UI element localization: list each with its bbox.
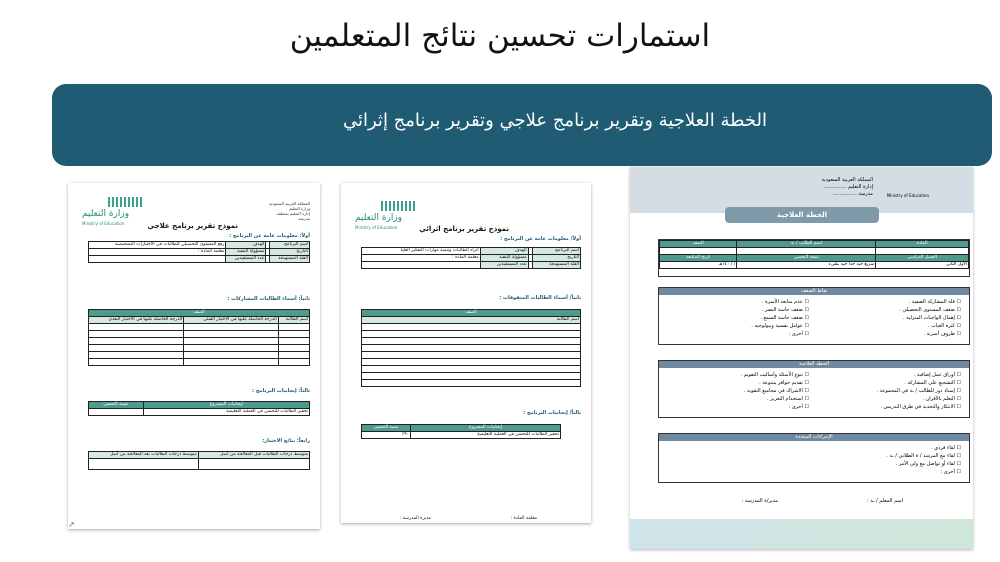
students-table: الصف اسم الطالبة الدرجة الحاصلة عليها في الاختبار القبلي الدرجة الحاصلة عليها في الاختبار البعدي [88,309,310,366]
plan-item[interactable]: ☐ استخدام التعزيز . [766,396,809,402]
plan-item[interactable]: ☐ الاشراك في مجاميع التقوية . [743,388,809,394]
teacher-signature-label: اسم المعلم / ـة : [867,498,903,504]
weakness-box: نقاط الضعف ☐ قلة المشاركة الصفية . ☐ ضعف المستوى التحصيلي . ☐ إهمال الواجبات المنزلية . ☐ كثرة الغياب . ☐ ظروف أسرية . ☐ عدم متابعة الأسرة . ☐ ضعف حاسة البصر . ☐ ضعف حاسة السمع . ☐ عوامل نفسية وبيولوجية . ☐ أخرى : [658,287,970,345]
section-general-info: أولاً: معلومات عامة عن البرنامج : [229,233,310,239]
positives-table: إيجابيات المشروع نسبة التحسن تحفيز الطالبات للتحسن في العملية التعليمية ٩٠٪ [361,424,561,439]
general-info-table: اسم البرنامج الهدف رفع المستوى التحصيلي للطالبات في الاختبارات التشخيصية التاريخ مسؤولة التنفيذ معلمة المادة : الفئة المستهدفة عدد المستفيدين [88,241,310,263]
weak-item[interactable]: ☐ ضعف حاسة السمع . [760,315,809,321]
weak-item[interactable]: ☐ ظروف أسرية . [923,331,961,337]
students-table: الصف اسم الطالبة [361,309,581,387]
footer-principal: مديرة المدرسة : [399,516,431,521]
resize-corner-icon[interactable]: ↗ [68,520,75,529]
procedures-box: الإجراءات المتخذة ☐ لقاء فردي . ☐ لقاء مع المرشد / ة الطلابي / ـة . ☐ لقاء أو تواصل مع ولي الأمر . ☐ أخرى : [658,433,970,483]
ministry-name-en: Ministry of Education [82,221,125,226]
weak-item[interactable]: ☐ قلة المشاركة الصفية . [908,299,961,305]
weak-item[interactable]: ☐ ضعف حاسة البصر . [761,307,809,313]
footer-teacher: معلمة المادة : [510,516,537,521]
header-ksa: المملكة العربية السعودية وزارة التعليم إدارة التعليم بمنطقة مدرسة [268,201,310,221]
procedure-item[interactable]: ☐ لقاء فردي . [930,445,961,451]
procedure-item[interactable]: ☐ لقاء أو تواصل مع ولي الأمر . [895,461,961,467]
ministry-logo-icon [108,197,142,207]
positives-table: إيجابيات المشروع نسبة التحسن تحفيز الطالبات للتحسن في العملية التعليمية [88,401,310,416]
principal-signature-label: مدير/ة المدرسة : [741,498,778,504]
procedure-item[interactable]: ☐ أخرى : [940,469,961,475]
section-positives: ثالثاً: إيجابيات البرنامج : [252,388,310,394]
subtitle-banner [52,84,992,166]
plan-item[interactable]: ☐ التشجيع على المشاركة . [904,380,961,386]
footer-wave [630,519,973,549]
procedure-item[interactable]: ☐ لقاء مع المرشد / ة الطلابي / ـة . [886,453,961,459]
remedial-report-document[interactable] [68,183,320,529]
document-title: نموذج تقرير برنامج علاجي [147,222,238,230]
section-general-info: أولاً/ معلومات عامة عن البرنامج : [500,236,581,242]
weak-item[interactable]: ☐ عدم متابعة الأسرة . [761,299,809,305]
section-test-results: رابعاً: نتائج الاختبار: [262,438,310,444]
plan-item[interactable]: ☐ تقديم حوافز متنوعة . [759,380,809,386]
plan-item[interactable]: ☐ التعلم بالأقران . [922,396,961,402]
ministry-name: وزارة التعليم [355,213,403,223]
section-students: ثانياً: أسماء الطالبات المشاركات : [227,296,310,302]
section-positives: ثالثاً/ إيجابيات البرنامج : [523,410,581,416]
weak-item[interactable]: ☐ ضعف المستوى التحصيلي . [899,307,961,313]
page-title: استمارات تحسين نتائج المتعلمين [289,18,711,54]
weak-item[interactable]: ☐ إهمال الواجبات المنزلية . [902,315,961,321]
ministry-logo-icon [381,201,415,211]
student-info-box: المادة اسم الطالب / ـة الصف الفصل الدراسي نتيجة التحسن تاريخ المتابعة الأول الثاني سريع جيد جدا جيد بطيء / / ١٤٠هـ [658,239,970,277]
banner-text: الخطة العلاجية وتقرير برنامج علاجي وتقرير برنامج إثرائي [342,110,767,131]
section-students: ثانياً/ أسماء الطالبات المتفوقات : [499,295,581,301]
plan-item[interactable]: ☐ تنوع الأسئلة وأساليب التقويم . [740,372,809,378]
ministry-name-en: Ministry of Education [886,193,929,198]
plan-item[interactable]: ☐ الابتكار والتجديد في طرق التدريس . [880,404,961,410]
results-table: متوسط درجات الطالبات قبل المعالجة من أصل متوسط درجات الطالبات بعد المعالجة من أصل [88,451,310,470]
ministry-name-en: Ministry of Education [355,225,398,230]
plan-item[interactable]: ☐ أخرى : [788,404,809,410]
weak-item[interactable]: ☐ كثرة الغياب . [927,323,961,329]
weak-item[interactable]: ☐ أخرى : [788,331,809,337]
document-title: نموذج تقرير برنامج اثرائي [419,225,509,233]
ministry-name: وزارة التعليم [82,209,130,219]
plan-box: الخطة العلاجية ☐ أوراق عمل إضافية . ☐ التشجيع على المشاركة . ☐ إسناد دور للطالب / ـة في المجموعة . ☐ التعلم بالأقران . ☐ الابتكار والتجديد في طرق التدريس . ☐ تنوع الأسئلة وأساليب التقويم . ☐ تقديم حوافز متنوعة . ☐ الاشراك في مجاميع التقوية . ☐ استخدام التعزيز . ☐ أخرى : [658,360,970,418]
weak-item[interactable]: ☐ عوامل نفسية وبيولوجية . [751,323,809,329]
plan-item[interactable]: ☐ إسناد دور للطالب / ـة في المجموعة . [876,388,961,394]
remedial-plan-document[interactable] [630,167,973,549]
plan-title-tab: الخطة العلاجية [725,207,879,223]
plan-item[interactable]: ☐ أوراق عمل إضافية . [913,372,961,378]
enrichment-report-document[interactable] [341,183,591,523]
header-ksa: المملكة العربية السعودية إدارة التعليم .............. مدرسة ............... [821,177,873,197]
general-info-table: اسم البرنامج الهدف اثراء الطالبات وتنمية مهارات التفكير العليا التاريخ مسؤولة التنفيذ معلمة المادة : الفئة المستهدفة عدد المستفيدين [361,247,581,269]
